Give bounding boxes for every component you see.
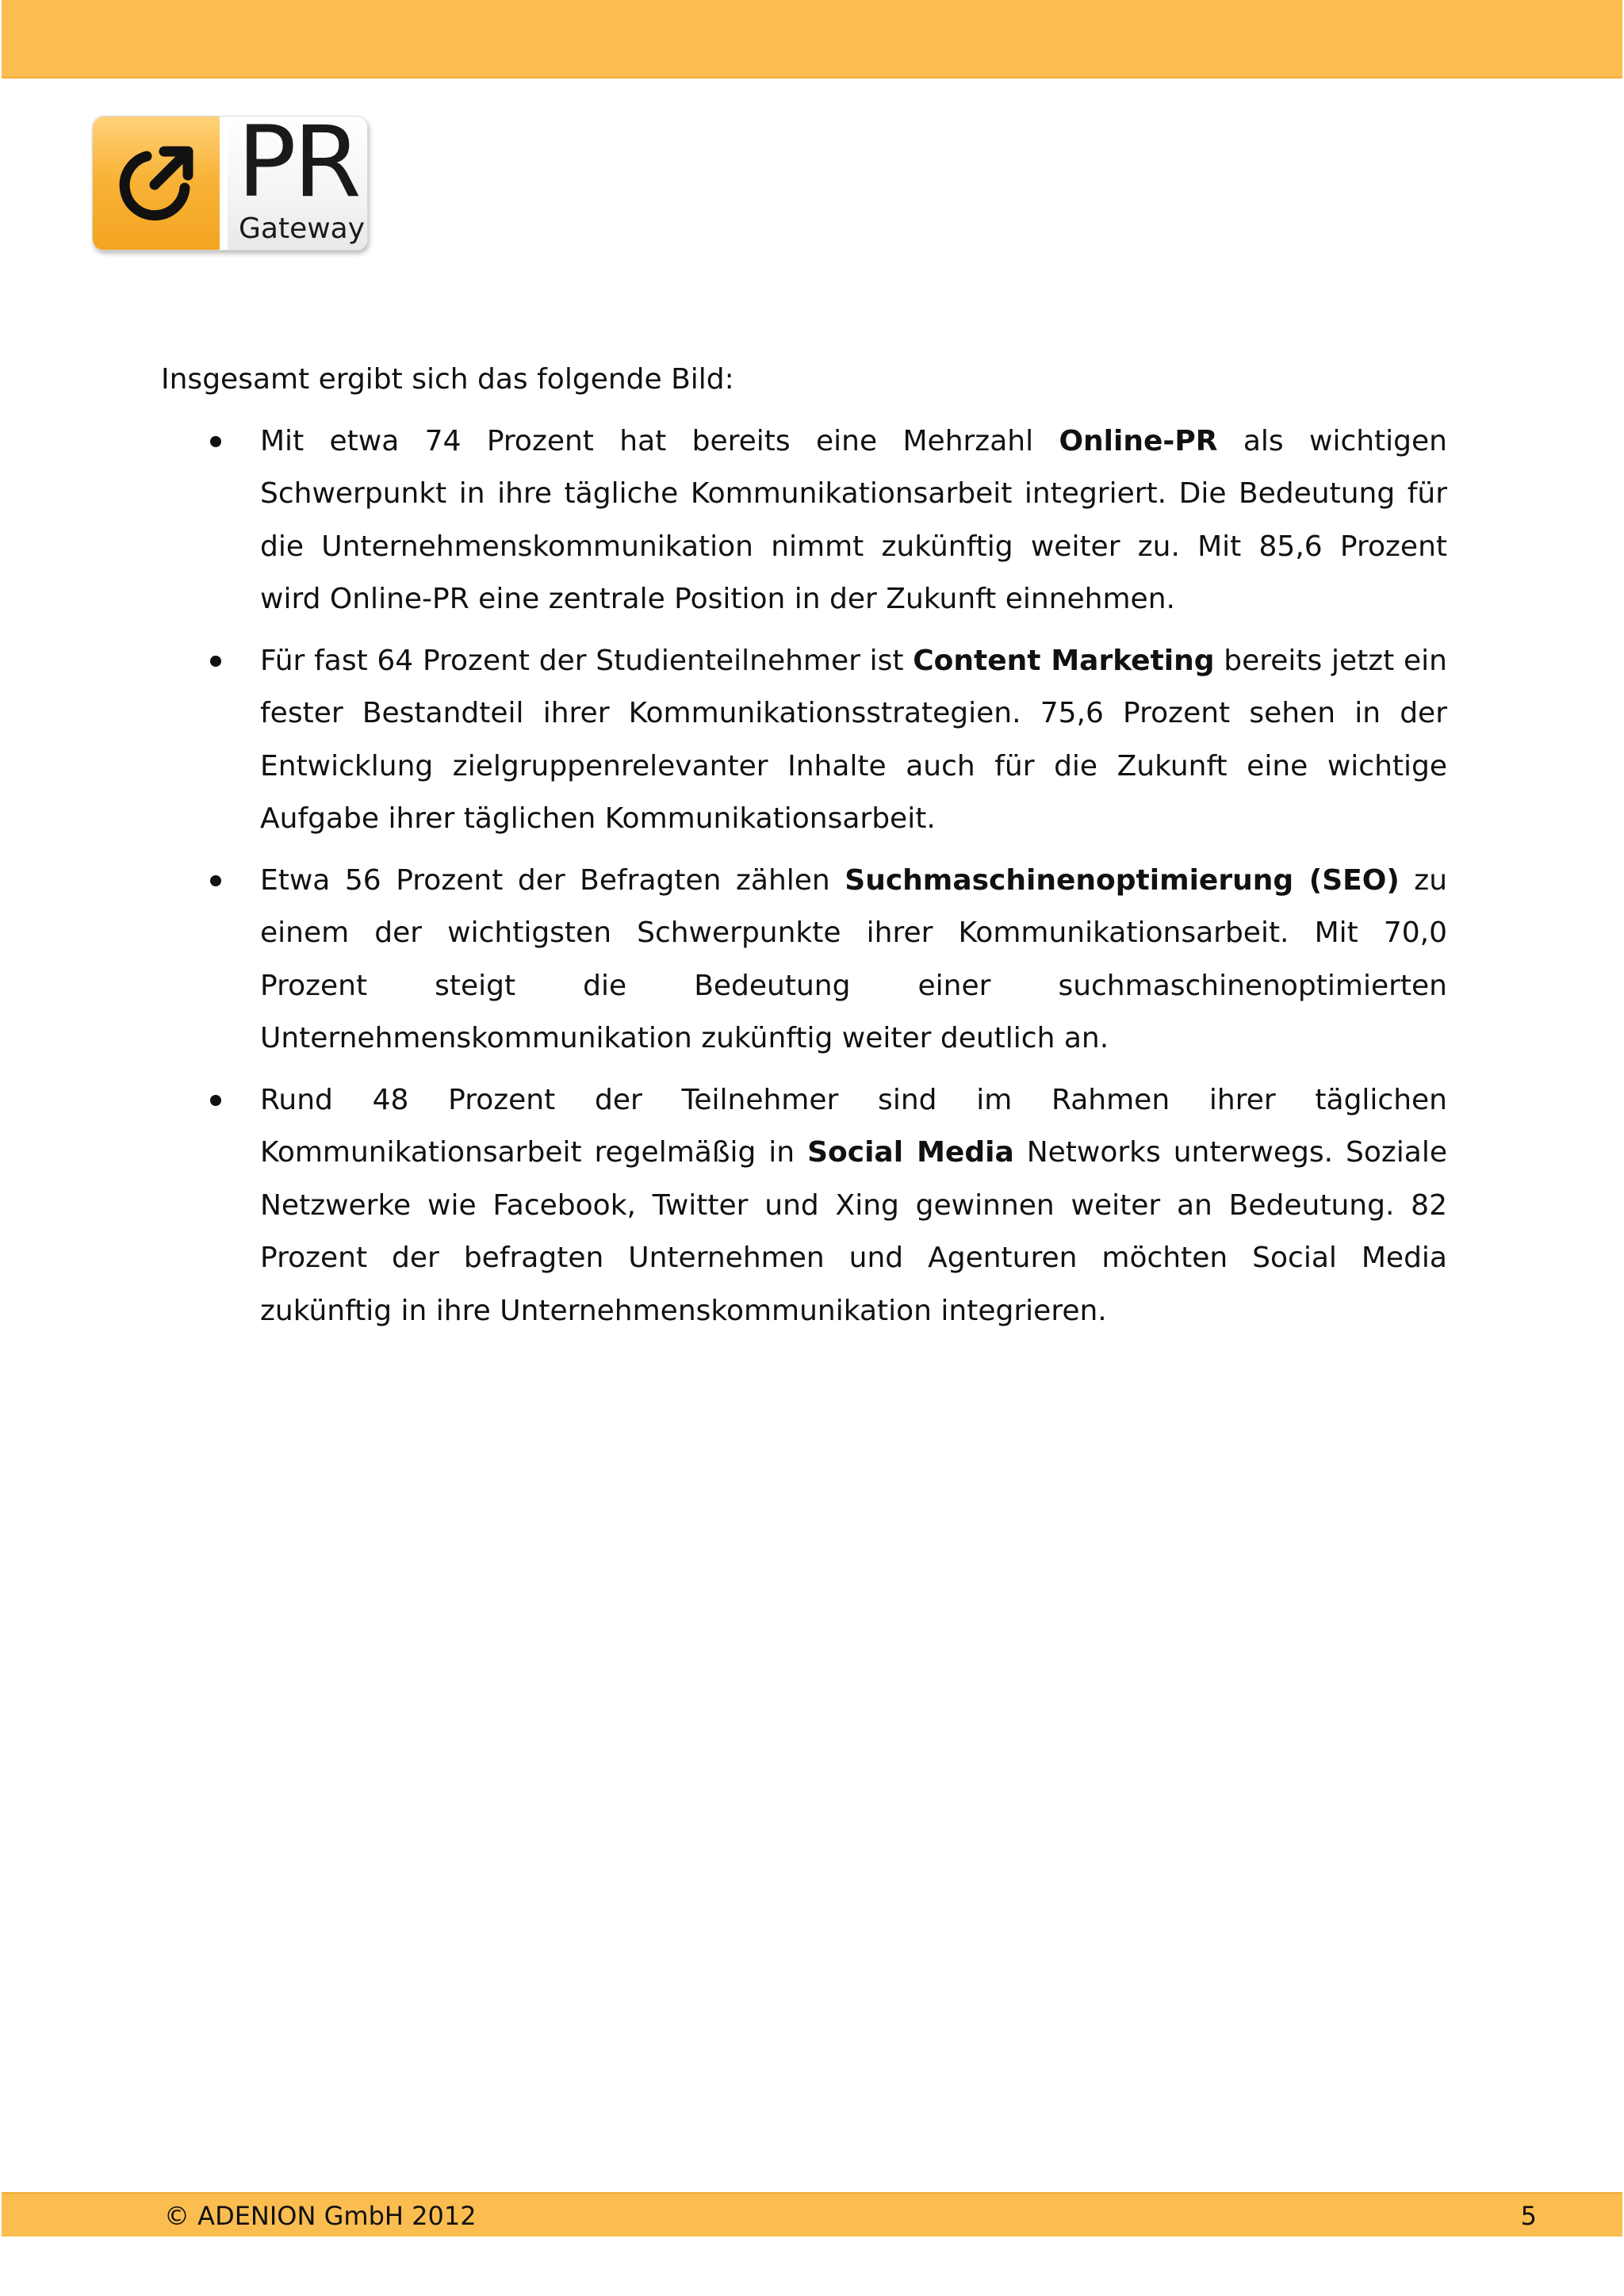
bullet-icon <box>210 875 221 886</box>
footer-copyright: © ADENION GmbH 2012 <box>164 2201 477 2231</box>
list-item-text: Networks unterwegs. Soziale Netzwerke wie Facebook, Twitter und Xing gewinnen weiter an Bedeutung. 82 Prozent der befragten Unternehmen und Agenturen möchten Social Media zukünftig in ihre Unternehmenskommunikation integrieren. <box>260 1136 1447 1327</box>
list-item-keyword: Suchmaschinenoptimierung (SEO) <box>845 863 1400 897</box>
pr-gateway-logo <box>92 116 368 251</box>
list-item <box>161 1074 1447 1338</box>
list-item-text: zu einem der wichtigsten Schwerpunkte ihrer Kommunikationsarbeit. Mit 70,0 Prozent steigt die Bedeutung einer suchmaschinenoptimierten Unternehmenskommunikation zukünftig weiter deutlich an. <box>260 863 1448 1054</box>
list-item-text: Rund 48 Prozent der Teilnehmer sind im Rahmen ihrer täglichen Kommunikationsarbeit regelmäßig in <box>260 1083 1447 1169</box>
logo-gateway-text: Gateway <box>239 212 366 245</box>
logo-text-panel <box>228 118 367 250</box>
list-item <box>161 415 1447 626</box>
list-item-text: als wichtigen Schwerpunkt in ihre tägliche Kommunikationsarbeit integriert. Die Bedeutung für die Unternehmenskommunikation nimmt zukünftig weiter zu. Mit 85,6 Prozent wird Online-PR eine zentrale Position in der Zukunft einnehmen. <box>260 424 1447 615</box>
bullet-icon <box>210 1095 221 1106</box>
list-item-text: Mit etwa 74 Prozent hat bereits eine Mehrzahl <box>260 424 1059 457</box>
footer-bar <box>2 2192 1622 2237</box>
bullet-icon <box>210 656 221 667</box>
list-item-keyword: Online-PR <box>1059 424 1218 457</box>
list-item-keyword: Content Marketing <box>913 644 1215 677</box>
list-item-text: bereits jetzt ein fester Bestandteil ihrer Kommunikationsstrategien. 75,6 Prozent sehen in der Entwicklung zielgruppenrelevanter Inhalte auch für die Zukunft eine wichtige Aufgabe ihrer täglichen Kommunikationsarbeit. <box>260 644 1447 835</box>
summary-list <box>161 415 1447 1338</box>
document-body <box>161 354 1447 1346</box>
page-number: 5 <box>1520 2201 1537 2231</box>
header-bar <box>2 0 1622 78</box>
list-item <box>161 855 1447 1066</box>
bullet-icon <box>210 436 221 447</box>
list-item-text: Etwa 56 Prozent der Befragten zählen <box>260 863 845 897</box>
list-item-text: Für fast 64 Prozent der Studienteilnehmer ist <box>260 644 914 677</box>
list-item-keyword: Social Media <box>807 1136 1014 1169</box>
intro-paragraph: Insgesamt ergibt sich das folgende Bild: <box>161 363 734 396</box>
logo-pr-text: PR <box>237 116 358 220</box>
logo-icon-box <box>93 117 220 251</box>
list-item <box>161 635 1447 846</box>
refresh-arrow-icon <box>110 137 202 229</box>
